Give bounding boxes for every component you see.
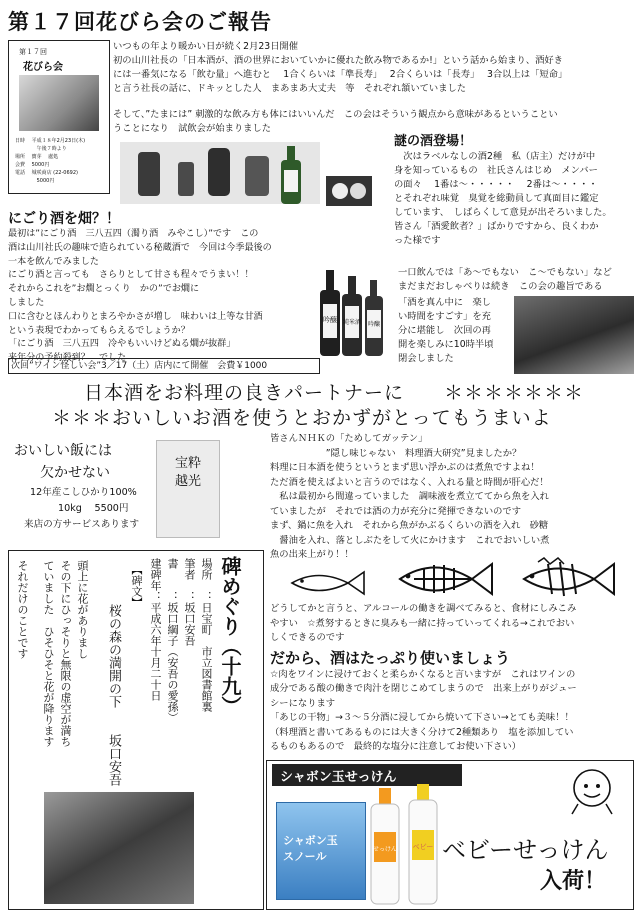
bottle-label-1: 吟醸 bbox=[323, 316, 337, 324]
bottled-sake-image bbox=[276, 146, 306, 204]
soap-ad-header bbox=[272, 764, 462, 786]
soap-box-label: シャボン玉 スノール bbox=[283, 834, 338, 863]
inscription-line-3: ていました ひそひそと花が降ります bbox=[42, 560, 55, 747]
rice-price: 10kg 5500円 bbox=[58, 503, 129, 514]
use-sake-heading: だから、酒はたっぷり使いましょう bbox=[270, 649, 511, 667]
closing-paragraph: 一口飲んでは「あ〜でもない こ〜でもない」など まだまだおしゃべりは続き この会の趣旨である bbox=[398, 267, 612, 292]
bottle-label-2: 純米酒 bbox=[342, 319, 362, 326]
soap-mascot-icon bbox=[564, 764, 620, 816]
monument-photo bbox=[44, 792, 194, 904]
fish-bones-icon bbox=[394, 556, 494, 602]
rice-ad-line-2: 欠かせない bbox=[40, 465, 110, 481]
rice-desc: 12年産こしひかり100% bbox=[30, 487, 137, 498]
flyer-details: 日時 平成１８年2月23日(木) 午後７時より 場所 寶芽 處処 会費 5000円 電話 城咲商店 (22-0692) 5000円 bbox=[15, 138, 86, 184]
next-meeting-notice bbox=[8, 358, 320, 374]
inscription-heading: 【碑文】 bbox=[130, 564, 143, 608]
inscription-line-4: それだけのことです bbox=[16, 560, 29, 659]
inscription-line-1: 頭上に花がありまし bbox=[76, 560, 89, 659]
rice-bag-image bbox=[156, 440, 220, 538]
sake-cups-image bbox=[326, 176, 372, 206]
fish-striped-icon bbox=[518, 556, 616, 602]
fish-icon bbox=[286, 566, 366, 600]
rice-ad-line-1: おいしい飯には bbox=[14, 443, 112, 459]
mystery-sake-body: 次はラベルなしの酒2種 私（店主）だけが中 身を知っているもの 社氏さんはじめ メンバー の面々 1番は〜・・・・・ 2番は〜・・・・ とそれぞれ味覚 臭覚を総動員して真面目に鑑定 しています、 しばらくして意見が出そろいました。 皆さん「酒愛飲者？」ばかりですから、良くわか った様です bbox=[394, 151, 612, 246]
flyer-small-title: 第１７回 bbox=[19, 48, 47, 56]
banner-line-2: ＊＊＊おいしいお酒を使うとおかずがとってもうまいよ bbox=[52, 407, 552, 429]
monument-calligrapher: 書 ：坂口綱子（安吾の愛孫） bbox=[166, 558, 179, 723]
soap-bottle-2-image bbox=[406, 784, 440, 904]
rice-bag-label: 宝粋 越光 bbox=[175, 456, 202, 489]
nigori-heading: にごり酒を畑？！ bbox=[8, 211, 120, 227]
nigori-body: 最初は”にごり酒 三八五四（濁り酒 みやこし）”です この 酒は山川社氏の趣味で造られている秘蔵酒で 今回は今季最後の 一本を飲んでみました にごり酒と言っても さらりとして甘さも程々でうまい！！ それからこれを”お燗とっくり かの”でお燗に しました 口に含むとほんわりとまろやかさが増し 味わいは上等な甘酒 という表現でわかってもらえるでしょうか？ 「にごり酒 三八五四 冷やもいいけどぬる燗が抜群」 来年分の予約殺到？ でした bbox=[8, 229, 272, 364]
inscription-verse: 桜の森の満開の下 坂口安吾 bbox=[106, 604, 121, 786]
soap-ad-line-2: 入荷！ bbox=[540, 869, 607, 894]
gatten-paragraph: 皆さんＮＨＫの「ためしてガッテン」 ”隠し味じゃない 料理酒大研究”見ましたか？ 料理に日本酒を使うというとまず思い浮かぶのは煮魚ですよね！ ただ酒を使えばよいと言うのではなく、入れる量と時間が肝心だ！ 私は最初から間違っていました 調味液を煮立ててから魚を入れ ていましたが それでは酒の力が充分に発揮できないのです まず、鍋に魚を入れ それから魚がかぶるくらいの酒を入れ 砂糖 醤油を入れ、落としぶたをして火にかけます これでおいしい煮 魚の出来上がり！！ bbox=[270, 433, 550, 560]
soap-brand: シャボン玉せっけん bbox=[280, 770, 397, 785]
soap-bottle-2-label: ベビー bbox=[412, 843, 434, 851]
inscription-line-2: その下にひっそりと無限の虚空が満ち bbox=[59, 560, 72, 747]
use-sake-body: ☆肉をワインに浸けておくと柔らかくなると言いますが これはワインの 成分である酸の働きで肉汁を閉じこめてしまうので 出来上がりがジュー シーになります 「あじの干物」→３〜５分酒に浸してから焼いて下さい→とても美味！！ （料理酒と書いてあるものには大きく分けて2種類あり 塩を添加してい るものもあるので 最終的な塩分に注意してお使い下さい） bbox=[270, 669, 577, 753]
flyer-name: 花びら会 bbox=[23, 62, 63, 73]
monument-author: 筆者 ：坂口安吾 bbox=[183, 558, 196, 646]
monument-tour-title: 碑めぐり（十九） bbox=[218, 556, 242, 716]
rice-note: 来店の方サービスあります bbox=[24, 519, 140, 530]
monument-date: 建碑年：平成六年十月二十日 bbox=[149, 558, 162, 701]
reason-paragraph: どうしてかと言うと、アルコールの働きを調べてみると、食材にしみこみ やすい ☆煮努するときに臭みも一緒に持っていってくれる→これでおい しくできるのです bbox=[270, 603, 577, 643]
monument-place: 場所 ：日宝町 市立図書館裏 bbox=[200, 558, 213, 712]
flyer-photo bbox=[19, 75, 99, 131]
intro-paragraph-2: そして、”たまには” 刺激的な飲み方も体にはいいんだ この会はそういう観点から意味があるということい うことになり 試飲会が始まりました bbox=[113, 109, 558, 134]
mystery-sake-heading: 謎の酒登場！ bbox=[394, 134, 473, 149]
event-flyer bbox=[8, 40, 110, 194]
party-photo bbox=[514, 296, 634, 374]
closing-paragraph-side: 「酒を真ん中に 楽し い時間をすごす」を充 分に堪能し 次回の再 開を楽しみに10時半頃 閉会しました bbox=[398, 297, 494, 364]
soap-bottle-1-label: せっけん bbox=[373, 846, 397, 853]
soap-bottle-1-image bbox=[368, 788, 402, 904]
intro-paragraph-1: いつもの年より暖かい日が続く2月23日開催 初の山川社長の「日本酒が、酒の世界においていかに優れた飲み物であるか!」という話から始まり、酒好き には一番気になる「飲む量」へ進むと 1合くらいは「準長寿」 2合くらいは「長寿」 3合以上は「短命」 と言う社長の話に、ドキッとした人 まあまあ大丈夫 等 それぞれ頷いていました bbox=[113, 41, 568, 94]
soap-ad-line-1: ベビーせっけん bbox=[442, 836, 609, 864]
banner-line-1: 日本酒をお料理の良きパートナーに ＊＊＊＊＊＊＊ bbox=[84, 382, 585, 404]
bottle-label-3: 吟醸 bbox=[367, 321, 381, 328]
page-title: 第１７回花びら会のご報告 bbox=[8, 10, 272, 34]
next-meeting-text: 次回”ワイン怪しい会”3／17（土）店内にて開催 会費￥1000 bbox=[11, 361, 268, 371]
ginjo-bottles-image bbox=[316, 270, 386, 356]
soap-box-image bbox=[276, 802, 366, 900]
